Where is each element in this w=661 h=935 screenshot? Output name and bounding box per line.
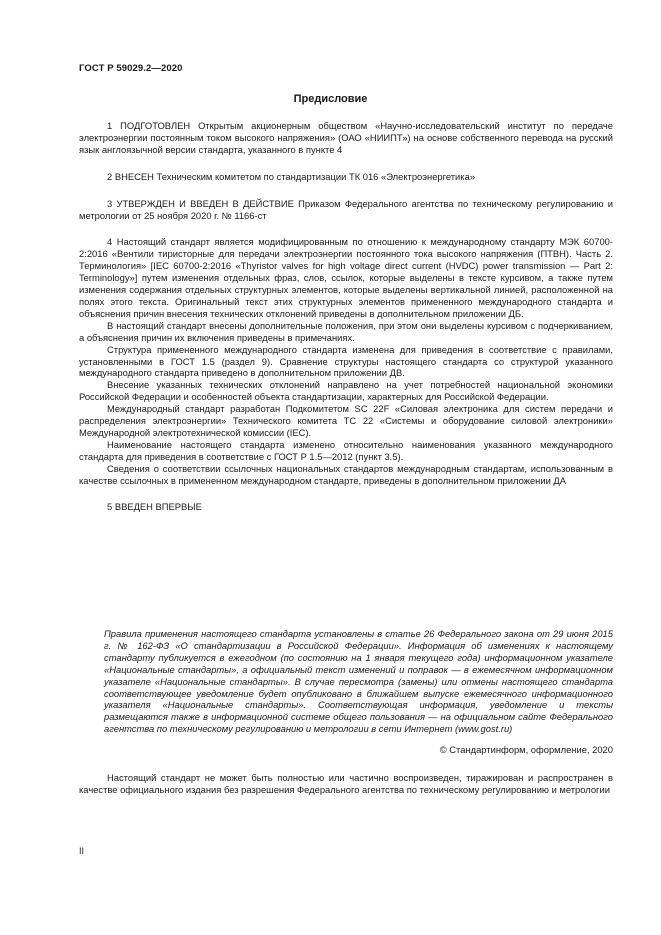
section-4-paragraph: Структура примененного международного стандарта изменена для приведения в соответствие с правилами, установленными в ГОСТ 1.5 (раздел 9). Сравнение структуры настоящего стандарта со структурой указанного международного стандарта приведено в дополнительном приложении ДВ. — [79, 343, 613, 379]
reproduction-rights-notice: Настоящий стандарт не может быть полностью или частично воспроизведен, тиражирован и распространен в качестве официального издания без разрешения Федерального агентства по техническому регулированию и метрологии — [79, 772, 613, 795]
section-4: 4 Настоящий стандарт является модифицированным по отношению к международному стандарту МЭК 60700-2:2016 «Вентили тиристорные для передачи электроэнергии постоянного тока высокого напряжения (ПТВН). Часть 2. Терминология» [IEC 60700-2:2016 «Thyristor valves for high voltage direct current (HVDC) power transmission — Part 2: Terminology»] путем изменения отдельных фраз, слов, ссылок, которые выделены в тексте курсивом, а также путем изменения содержания отдельных структурных элементов, которые выделены вертикальной линией, расположенной на полях этого текста. Оригинальный текст этих структурных элементов примененного международного стандарта и объяснения причин внесения технических отклонений приведены в дополнительном приложении ДБ. — [79, 236, 613, 319]
section-4-paragraph: Сведения о соответствии ссылочных национальных стандартов международным стандартам, использованным в качестве ссылочных в примененном международном стандарте, приведены в дополнительном приложении ДА — [79, 462, 613, 486]
section-1: 1 ПОДГОТОВЛЕН Открытым акционерным обществом «Научно-исследовательский институт по передаче электроэнергии постоянным током высокого напряжения» (ОАО «НИИПТ») на основе собственного перевода на русский язык англоязычной версии стандарта, указанного в пункте 4 — [79, 120, 613, 155]
page-title: Предисловие — [293, 93, 368, 105]
foreword-body — [79, 120, 613, 513]
section-5: 5 ВВЕДЕН ВПЕРВЫЕ — [107, 501, 202, 513]
section-4-paragraph: В настоящий стандарт внесены дополнительные положения, при этом они выделены курсивом с подчеркиванием, а объяснения причин их включения приведены в примечаниях. — [79, 319, 613, 343]
section-4-paragraph: Наименование настоящего стандарта изменено относительно наименования указанного международного стандарта для приведения в соответствие с ГОСТ Р 1.5—2012 (пункт 3.5). — [79, 438, 613, 462]
copyright-line: © Стандартинформ, оформление, 2020 — [439, 744, 613, 755]
application-rules-notice: Правила применения настоящего стандарта установлены в статье 26 Федерального закона от 29 июня 2015 г. № 162-ФЗ «О стандартизации в Российской Федерации». Информация об изменениях к настоящему стандарту публикуется в ежегодном (по состоянию на 1 января текущего года) информационном указателе «Национальные стандарты», а официальный текст изменений и поправок — в ежемесячном информационном указателе «Национальные стандарты». В случае пересмотра (замены) или отмены настоящего стандарта соответствующее уведомление будет опубликовано в ближайшем выпуске ежемесячного информационного указателя «Национальные стандарты». Соответствующая информация, уведомление и тексты размещаются также в информационной системе общего пользования — на официальном сайте Федерального агентства по техническому регулированию и метрологии в сети Интернет (www.gost.ru) — [104, 628, 613, 735]
section-4-paragraph: Международный стандарт разработан Подкомитетом SC 22F «Силовая электроника для систем передачи и распределения электроэнергии» Технического комитета TC 22 «Системы и оборудование силовой электроники» Международной электротехнической комиссии (IEC). — [79, 403, 613, 438]
section-2: 2 ВНЕСЕН Техническим комитетом по стандартизации ТК 016 «Электроэнергетика» — [107, 170, 476, 182]
page-number: II — [79, 846, 85, 856]
section-4-paragraph: Внесение указанных технических отклонений направлено на учет потребностей национальной экономики Российской Федерации и особенностей объекта стандартизации, характерных для Российской Федерации. — [79, 379, 613, 403]
document-code: ГОСТ Р 59029.2—2020 — [79, 63, 183, 74]
section-3: 3 УТВЕРЖДЕН И ВВЕДЕН В ДЕЙСТВИЕ Приказом Федерального агентства по техническому регулированию и метрологии от 25 ноября 2020 г. № 1166-ст — [79, 197, 613, 221]
